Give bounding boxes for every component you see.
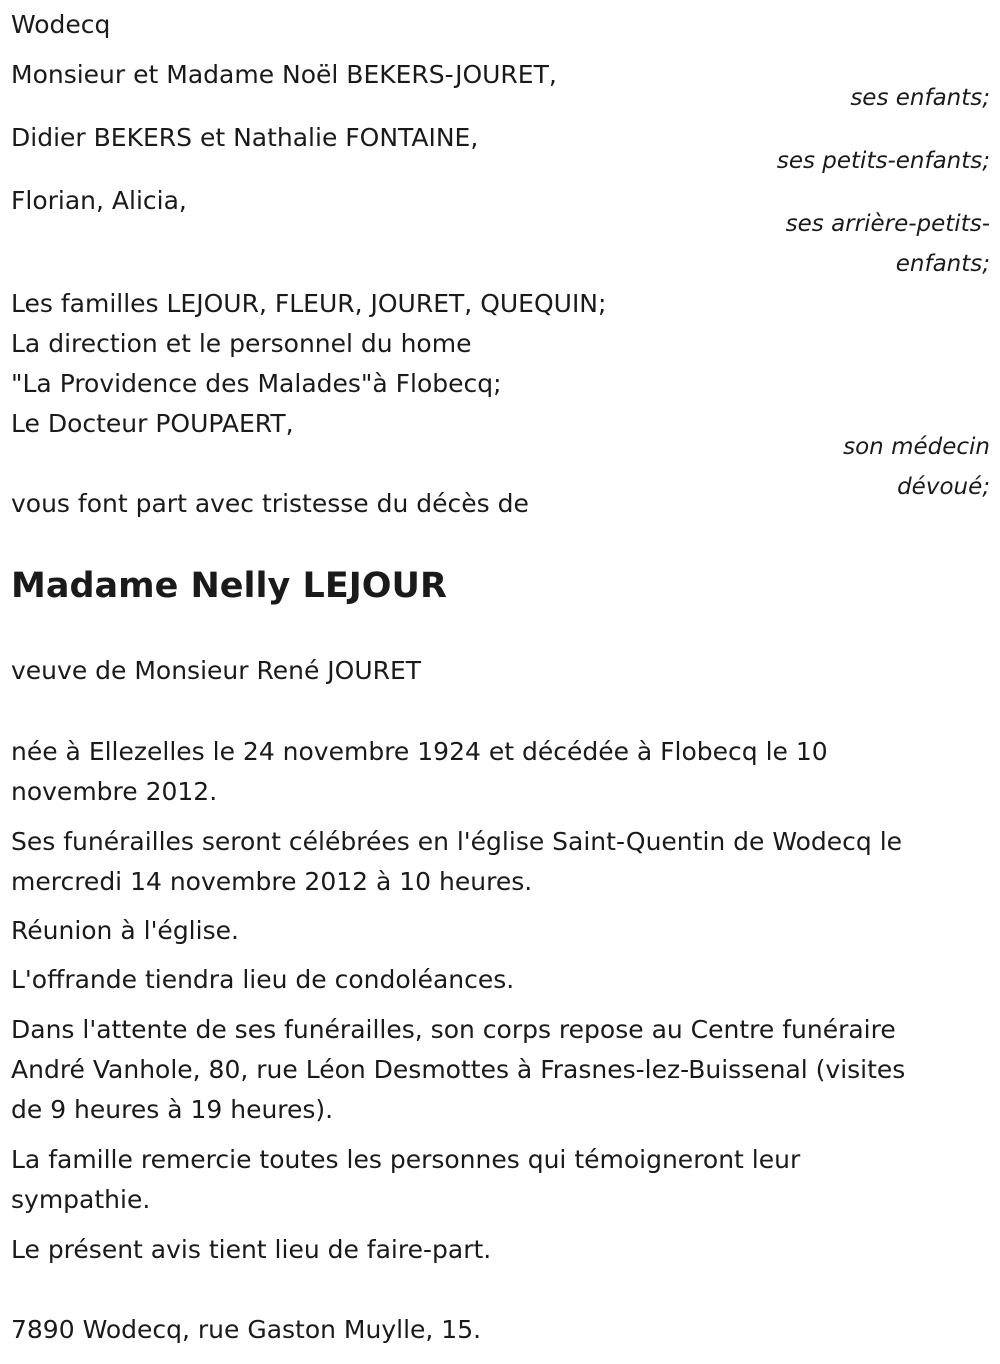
family-great-grandchildren-relation-line1: ses arrière-petits-	[785, 211, 990, 237]
birth-death-line1: née à Ellezelles le 24 novembre 1924 et décédée à Flobecq le 10	[11, 737, 828, 766]
family-great-grandchildren-names: Florian, Alicia,	[11, 186, 187, 215]
offering-info: L'offrande tiendra lieu de condoléances.	[11, 965, 515, 994]
funeral-line1: Ses funérailles seront célébrées en l'église Saint-Quentin de Wodecq le	[11, 827, 903, 856]
doctor-relation-line1: son médecin	[843, 434, 990, 460]
announcement: vous font part avec tristesse du décès de	[11, 489, 529, 518]
doctor-relation-line2: dévoué;	[897, 474, 990, 500]
family-children-names: Monsieur et Madame Noël BEKERS-JOURET,	[11, 60, 557, 89]
deceased-name: Madame Nelly LEJOUR	[11, 566, 447, 606]
thanks-line2: sympathie.	[11, 1185, 151, 1214]
doctor-name: Le Docteur POUPAERT,	[11, 409, 294, 438]
funeral-line2: mercredi 14 novembre 2012 à 10 heures.	[11, 867, 533, 896]
home-staff-line1: La direction et le personnel du home	[11, 329, 472, 358]
family-great-grandchildren-relation-line2: enfants;	[895, 251, 990, 277]
rest-line1: Dans l'attente de ses funérailles, son corps repose au Centre funéraire	[11, 1015, 896, 1044]
rest-line2: André Vanhole, 80, rue Léon Desmottes à Frasnes-lez-Buissenal (visites	[11, 1055, 906, 1084]
thanks-line1: La famille remercie toutes les personnes qui témoigneront leur	[11, 1145, 801, 1174]
address: 7890 Wodecq, rue Gaston Muylle, 15.	[11, 1315, 482, 1344]
rest-line3: de 9 heures à 19 heures).	[11, 1095, 334, 1124]
meeting-info: Réunion à l'église.	[11, 916, 239, 945]
family-grandchildren-relation: ses petits-enfants;	[776, 148, 990, 174]
widow-of: veuve de Monsieur René JOURET	[11, 656, 422, 685]
family-grandchildren-names: Didier BEKERS et Nathalie FONTAINE,	[11, 123, 479, 152]
notice-info: Le présent avis tient lieu de faire-part.	[11, 1235, 492, 1264]
other-families: Les familles LEJOUR, FLEUR, JOURET, QUEQUIN;	[11, 289, 607, 318]
birth-death-line2: novembre 2012.	[11, 777, 218, 806]
home-staff-line2: "La Providence des Malades"à Flobecq;	[11, 369, 502, 398]
location-header: Wodecq	[11, 10, 111, 39]
family-children-relation: ses enfants;	[850, 85, 990, 111]
